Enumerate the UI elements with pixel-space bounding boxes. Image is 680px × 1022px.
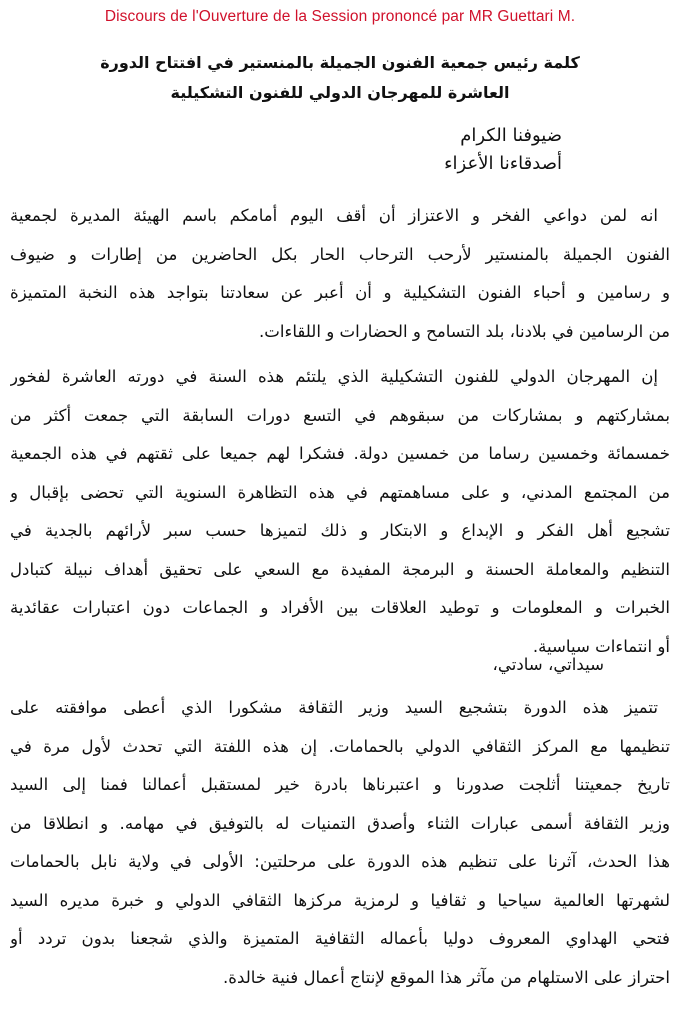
text-line: انه لمن دواعي الفخر و الاعتزاز أن أقف اليوم أمامكم باسم الهيئة المديرة لجمعية: [10, 206, 658, 225]
text-line: هذا الحدث، آثرنا على تنظيم هذه الدورة على مرحلتين: الأولى في ولاية نابل بالحمامات: [10, 852, 670, 871]
address-line: سيداتي، سادتي،: [492, 655, 604, 674]
salutation-line: ضيوفنا الكرام: [460, 125, 562, 146]
paragraph-2: [10, 358, 670, 666]
text-line: التنظيم والمعاملة الحسنة و البرمجة المفيدة مع السعي على تحقيق أهداف نبيلة كتبادل: [10, 559, 670, 579]
text-line: الخبرات و المعلومات و توطيد العلاقات بين الأفراد و الجماعات دون اعتبارات عقائدية: [10, 598, 670, 617]
text-line: بمشاركتهم و بمشاركات من سبقوهم في التسع دورات السابقة التي جمعت أكثر من: [10, 405, 670, 425]
text-line: أو انتماءات سياسية.: [532, 636, 670, 656]
text-line: تنظيمها مع المركز الثقافي الدولي بالحمامات. إن هذه اللفتة التي تحدث لأول مرة في: [10, 736, 670, 756]
paragraph-1: [10, 197, 670, 351]
text-line: تاريخ جمعيتنا أثلجت صدورنا و اعتبرناها بادرة خير لمستقبل أعمالنا فمنا إلى السيد: [10, 775, 670, 794]
text-line: من الرسامين في بلادنا، بلد التسامح و الحضارات و اللقاءات.: [259, 321, 670, 341]
text-line: إن المهرجان الدولي للفنون التشكيلية الذي يلتئم هذه السنة في دورته العاشرة لفخور: [10, 367, 658, 386]
text-line: فتحي الهداوي المعروف دوليا بأعماله الثقافية المتميزة والذي شجعنا بدون تردد أو: [10, 929, 670, 948]
text-line: الفنون الجميلة بالمنستير لأرحب الترحاب الحار بكل الحاضرين من إطارات و ضيوف: [10, 244, 670, 264]
document-header: Discours de l'Ouverture de la Session prononcé par MR Guettari M.: [104, 8, 576, 25]
text-line: خمسمائة وخمسين رساما من خمسين دولة. فشكرا لهم جميعا على ثقتهم في هذه الجمعية: [10, 444, 670, 463]
text-line: لشهرتها العالمية سياحيا و ثقافيا و لرمزية مركزها الثقافي الدولي و خبرة مديره السيد: [10, 890, 670, 910]
salutation: [444, 122, 562, 178]
text-line: وزير الثقافة أسمى عبارات الثناء وأصدق التمنيات له بالتوفيق في مهامه. و انطلاقا من: [10, 813, 670, 833]
text-line: و رسامين و أحباء الفنون التشكيلية و أن أعبر عن سعادتنا بتواجد هذه النخبة المتميزة: [10, 283, 670, 302]
text-line: من المجتمع المدني، و على مساهمتهم في هذه التظاهرة السنوية التي تحضى بإقبال و: [10, 482, 670, 502]
paragraph-3: [10, 689, 670, 997]
address-line-wrap: [10, 650, 670, 680]
speech-title: [40, 48, 640, 108]
text-line: تشجيع أهل الفكر و الإبداع و الابتكار و ذلك لتميزها حسب سبر لأرائهم بالجدية في: [10, 521, 670, 540]
title-line: كلمة رئيس جمعية الفنون الجميلة بالمنستير في افتتاح الدورة: [100, 53, 580, 72]
text-line: تتميز هذه الدورة بتشجيع السيد وزير الثقافة مشكورا الذي أعطى موافقته على: [10, 698, 658, 717]
title-line: العاشرة للمهرجان الدولي للفنون التشكيلية: [170, 83, 510, 102]
salutation-line: أصدقاءنا الأعزاء: [444, 153, 562, 174]
text-line: احتراز على الاستلهام من مآثر هذا الموقع لإنتاج أعمال فنية خالدة.: [223, 967, 670, 987]
